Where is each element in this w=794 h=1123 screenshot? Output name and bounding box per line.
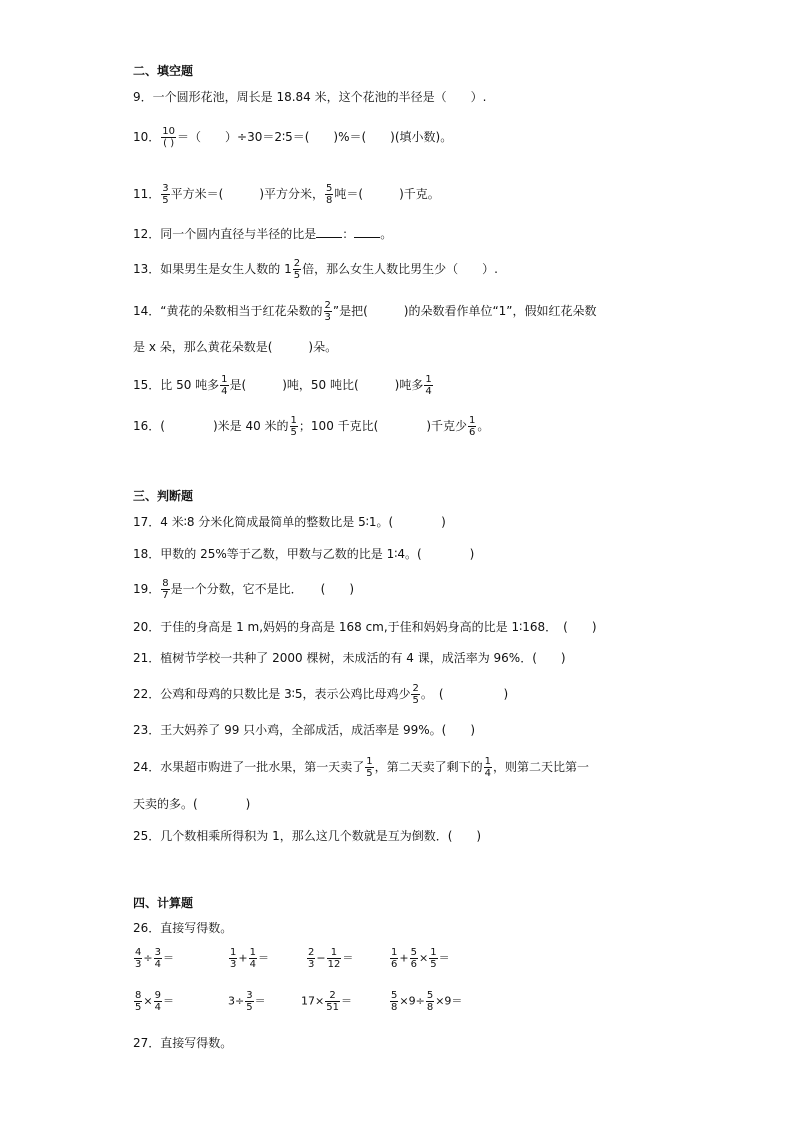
- question-14: 14．“黄花的朵数相当于红花朵数的 $\frac{2}{3}$ ”是把( )的朵数看作单位“1”，假如红花朵数: [133, 300, 597, 323]
- question-text: ＝（ ）÷30＝2∶5＝( )%＝( )(填小数)。: [177, 130, 453, 144]
- calc-expression-5: $\frac{8}{5}$ × $\frac{9}{4}$ ＝: [135, 990, 174, 1013]
- question-9: 9．一个圆形花池，周长是 18.84 米，这个花池的半径是（ ）.: [133, 90, 487, 104]
- question-22: 22．公鸡和母鸡的只数比是 3∶5，表示公鸡比母鸡少 $\frac{2}{5}$ 。 ( ): [133, 683, 509, 706]
- question-16: 16．( )米是 40 米的 $\frac{1}{5}$ ；100 千克比( )千克少 $\frac{1}{6}$ 。: [133, 415, 490, 438]
- fraction: $\frac{3}{5}$: [162, 183, 169, 206]
- question-24-line2: 天卖的多。( ): [133, 797, 251, 811]
- question-14-line2: 是 x 朵，那么黄花朵数是( )朵。: [133, 340, 338, 354]
- question-19: 19． $\frac{8}{7}$ 是一个分数，它不是比． ( ): [133, 578, 355, 601]
- question-11: 11． $\frac{3}{5}$ 平方米＝( )平方分米， $\frac{5}{8}$ 吨＝( )千克。: [133, 183, 440, 206]
- question-25: 25．几个数相乘所得积为 1，那么这几个数就是互为倒数．( ): [133, 829, 482, 843]
- answer-blank[interactable]: [354, 225, 380, 238]
- question-number: 10．: [133, 130, 161, 144]
- question-23: 23．王大妈养了 99 只小鸡，全部成活，成活率是 99%。( ): [133, 723, 476, 737]
- calc-expression-4: $\frac{1}{6}$ + $\frac{5}{6}$ × $\frac{1}{5}$ ＝: [391, 947, 450, 970]
- fraction: $\frac{1}{4}$: [484, 756, 492, 779]
- question-10: [133, 126, 452, 149]
- fraction: $\frac{1}{4}$: [425, 374, 432, 397]
- fraction: $\frac{2}{5}$: [412, 683, 419, 706]
- calc-expression-8: $\frac{5}{8}$ ×9÷ $\frac{5}{8}$ ×9＝: [391, 990, 463, 1013]
- question-12: 12．同一个圆内直径与半径的比是 ： 。: [133, 227, 393, 241]
- calc-expression-3: $\frac{2}{3}$ − $\frac{1}{12}$ ＝: [308, 947, 354, 970]
- question-24: 24．水果超市购进了一批水果，第一天卖了 $\frac{1}{5}$ ，第二天卖了剩下的 $\frac{1}{4}$ ，则第二天比第一: [133, 756, 590, 779]
- question-26: 26．直接写得数。: [133, 921, 233, 935]
- fraction: $\frac{8}{7}$: [162, 578, 169, 601]
- answer-blank[interactable]: [316, 225, 342, 238]
- question-13: 13．如果男生是女生人数的 1 $\frac{2}{5}$ 倍，那么女生人数比男生少（ ）.: [133, 258, 498, 281]
- question-27: 27．直接写得数。: [133, 1036, 233, 1050]
- fraction: 10 ( ): [162, 126, 176, 149]
- calc-expression-7: 17× $\frac{2}{51}$ ＝: [301, 990, 352, 1013]
- calc-expression-1: $\frac{4}{3}$ ÷ $\frac{3}{4}$ ＝: [135, 947, 174, 970]
- fraction: $\frac{2}{3}$: [324, 300, 331, 323]
- question-20: 20．于佳的身高是 1 m,妈妈的身高是 168 cm,于佳和妈妈身高的比是 1∶168． ( ): [133, 620, 597, 634]
- fraction: $\frac{1}{4}$: [221, 374, 228, 397]
- section-title-judge: 三、判断题: [133, 489, 194, 503]
- section-title-calc: 四、计算题: [133, 896, 194, 910]
- calc-expression-6: 3÷ $\frac{3}{5}$ ＝: [228, 990, 266, 1013]
- question-15: 15．比 50 吨多 $\frac{1}{4}$ 是( )吨，50 吨比( )吨多 $\frac{1}{4}$: [133, 374, 432, 397]
- calc-expression-2: $\frac{1}{3}$ + $\frac{1}{4}$ ＝: [230, 947, 269, 970]
- fraction: $\frac{5}{8}$: [326, 183, 333, 206]
- question-21: 21．植树节学校一共种了 2000 棵树，未成活的有 4 课，成活率为 96%．( ): [133, 651, 566, 665]
- fraction: $\frac{1}{5}$: [290, 415, 297, 438]
- fraction: $\frac{1}{6}$: [469, 415, 476, 438]
- fraction: $\frac{2}{5}$: [293, 258, 301, 281]
- question-17: 17．4 米∶8 分米化简成最简单的整数比是 5∶1。( ): [133, 515, 446, 529]
- question-18: 18．甲数的 25%等于乙数，甲数与乙数的比是 1∶4。( ): [133, 547, 475, 561]
- section-title-fill: 二、填空题: [133, 64, 194, 78]
- fraction: $\frac{1}{5}$: [366, 756, 373, 779]
